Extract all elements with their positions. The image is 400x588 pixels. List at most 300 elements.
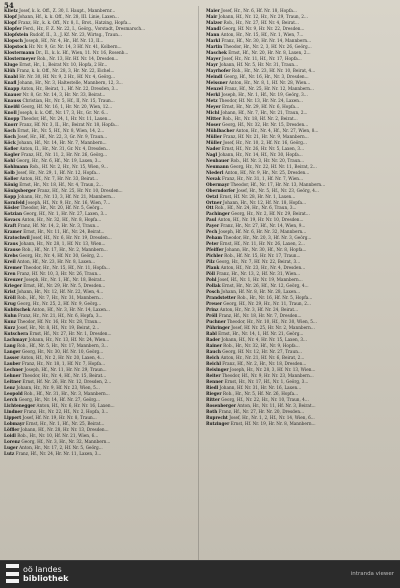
entry-name: Ruprecht — [206, 414, 228, 420]
entry-name: Kolb — [4, 169, 15, 175]
entry-text: Ernst, Hf., Nr. 11, Hr. Nr. 26, Laxen, 2... — [219, 241, 305, 247]
directory-entry — [206, 391, 396, 397]
entry-text: Hr. Nr. 30, Hf. Nr. 9, 2 Hr., Hf. Nr. 4, Geörg... — [19, 73, 115, 79]
entry-text: Josef, Hr., Nr. 8, Hf., Nr. 19, Beirat, 2... — [16, 325, 100, 331]
entry-text: Joseph, Hr., Nr. 1, Hf., Nr. 19, Geörg, 3... — [221, 91, 308, 97]
directory-entry — [206, 50, 396, 56]
entry-text: Anton, Hf., Nr. 9, Hr., Nr. 25, Dresden... — [224, 169, 310, 175]
entry-name: Lachmayr — [4, 337, 28, 343]
directory-entry — [4, 337, 194, 343]
directory-entry — [4, 176, 194, 182]
directory-entry — [206, 62, 396, 68]
directory-entry — [206, 331, 396, 337]
directory-entry — [4, 379, 194, 385]
directory-entry — [4, 20, 194, 26]
entry-name: Rabl — [206, 331, 217, 337]
directory-entry — [4, 397, 194, 403]
directory-entry — [206, 409, 396, 415]
directory-entry — [206, 44, 396, 50]
entry-name: Reisinger — [206, 367, 229, 373]
entry-name: Pollak — [206, 283, 221, 289]
entry-name: Lichtenegger — [4, 402, 36, 408]
entry-text: Rob., Nr. 13, Hr. Hf. Nr. 14, Dresden... — [36, 55, 119, 61]
entry-text: Rob., Hf., Nr. 17, Hr., Nr. 2, Mannbern... — [21, 247, 108, 253]
entry-text: Rob., Hf., Nr. 31, Hr., Nr. 3, Mannbern... — [24, 391, 110, 396]
directory-entry — [206, 146, 396, 152]
directory-entry — [206, 38, 396, 44]
directory-entry — [4, 235, 194, 241]
entry-name: Löffler — [4, 426, 20, 432]
entry-name: Rader — [206, 337, 221, 343]
entry-name: Langer — [4, 349, 21, 355]
entry-text: Franz, Hf., Nr. 18, Hr. Nr. 7, Dresden... — [218, 313, 302, 319]
directory-entry — [206, 20, 396, 26]
entry-text: Anton, Hr., Nr. 4, Hf., Nr. 27, Wien, 8... — [235, 127, 319, 133]
directory-entry — [206, 104, 396, 110]
entry-name: Posch — [206, 289, 220, 295]
entry-name: Kogler — [4, 151, 20, 157]
entry-name: Kösler — [4, 205, 20, 211]
entry-text: Johann, Hr., Nr. 13, Hf. Nr. 24, Wien... — [28, 337, 110, 343]
directory-entry — [4, 68, 194, 74]
directory-entry — [4, 86, 194, 92]
entry-text: Johann, Hf. Nr. 31, Hr. Nr. 16, Laxen... — [219, 385, 302, 391]
directory-entry — [4, 253, 194, 259]
entry-name: Lerch — [4, 396, 18, 402]
entry-name: Lehner — [4, 373, 21, 379]
entry-name: Lechner — [4, 367, 24, 373]
directory-entry — [4, 62, 194, 68]
directory-entry — [4, 38, 194, 44]
directory-entry — [206, 200, 396, 206]
entry-name: Krause — [4, 247, 21, 253]
directory-entry — [206, 337, 396, 343]
entry-name: Michl — [206, 109, 220, 115]
viewer-footer — [0, 560, 400, 588]
entry-text: Georg, Hf. Nr. 12, Hr. Nr. 27, Traun... — [222, 349, 302, 355]
entry-name: Plank — [206, 265, 220, 271]
entry-text: Theodor, Hr., Nr. 10, Hf., Nr. 30, Wien, 5... — [227, 319, 317, 325]
directory-entry — [4, 385, 194, 391]
directory-entry — [206, 86, 396, 92]
entry-name: Preuer — [206, 301, 222, 307]
entry-text: Josef, Hf. Nr. 25, Hr. Nr. 2, Mannbern... — [231, 325, 315, 331]
entry-name: Ortner — [206, 199, 222, 205]
entry-name: Pühringer — [206, 325, 230, 331]
entry-text: Josef, Hr., Nr. 1, 2, Hf., Nr. 14, Wien, 6... — [229, 414, 315, 420]
directory-entry — [206, 158, 396, 164]
entry-name: Klopf — [4, 19, 17, 25]
directory-entry — [206, 277, 396, 283]
entry-name: König — [4, 181, 18, 187]
entry-name: Kren — [4, 271, 16, 277]
directory-entry — [4, 80, 194, 86]
text-column-right — [206, 8, 396, 560]
entry-text: Josef, Hr., Nr. 11, Hf., Nr. 17, Hopfa... — [222, 55, 302, 61]
directory-entry — [4, 44, 194, 50]
entry-text: Ernst, Hf., Nr. 29, Hr. Nr. 5, Dresden... — [23, 283, 106, 289]
entry-name: Rutzinger — [206, 420, 230, 426]
logo-mark-icon — [6, 564, 19, 583]
entry-name: Kovacs — [4, 217, 21, 223]
entry-name: Mann — [206, 31, 220, 37]
directory-entry — [4, 146, 194, 152]
entry-text: Franz, Hr., Nr. 22, Hf., Nr. 2, Hopfa, 3... — [23, 408, 109, 414]
directory-entry — [206, 217, 396, 223]
entry-name: Kreuzer — [4, 277, 23, 283]
entry-name: Mandl — [206, 25, 221, 31]
directory-entry — [4, 92, 194, 98]
entry-text: Anton, Hr., Nr. 21, Hf. Nr. 6, Beirat, 2... — [220, 355, 305, 361]
directory-entry — [206, 74, 396, 80]
entry-text: Johann, Hr., Nr. 12, Hf. Nr. 22, Wien, 4... — [17, 289, 104, 295]
entry-text: Dr., II., k. k. Hf., Wien, 11. Nr. 16, Rosenb... — [35, 49, 129, 55]
directory-entry — [206, 421, 396, 427]
entry-text: Georg, Hr., Nr. 30, Hf. Nr. 10, Geörg... — [21, 349, 104, 355]
logo-line-1: oö landes — [23, 564, 62, 574]
directory-entry — [4, 403, 194, 409]
library-logo[interactable] — [6, 564, 68, 583]
entry-text: Rob., Hr., Nr. 16, Hf. Nr. 5, Hopfa... — [237, 295, 313, 301]
entry-text: Ferd., Hr., F. Z. Nr. 22, I., Geörg., Vorstadt, Dresmarsch... — [22, 25, 146, 31]
viewer-credit[interactable]: intranda viewer — [350, 571, 394, 577]
directory-entry — [4, 271, 194, 277]
directory-entry — [206, 205, 396, 211]
entry-name: Kornfeld — [4, 199, 25, 205]
entry-text: Josef, k. k. Off., Z. 30, I. Haupt., Mannbernr... — [19, 8, 116, 13]
entry-text: Georg, Hr., Nr. 4, Hf. Nr. 30, Geörg, 2... — [19, 253, 104, 259]
entry-name: Markl — [206, 37, 221, 43]
entry-name: Knapp — [4, 85, 20, 91]
entry-name: Klopfstein — [4, 31, 29, 37]
entry-name: Riedl — [206, 385, 219, 391]
directory-entry — [206, 355, 396, 361]
directory-entry — [206, 26, 396, 32]
entry-name: Rieger — [206, 391, 222, 396]
directory-entry — [206, 122, 396, 128]
entry-text: Anton, Hf., Nr. 2, Hr. Nr. 20, Laxen, 4... — [20, 355, 104, 361]
entry-text: Franz, Hr., Nr. 21, Hf., Nr. 6, Hopfa, 3... — [18, 313, 103, 319]
entry-name: Martin — [206, 43, 223, 49]
directory-entry — [4, 194, 194, 200]
entry-text: Rob., Hf. Nr. 3, Hr. Nr. 20, Traun... — [230, 157, 305, 163]
entry-name: Ritter — [206, 396, 220, 402]
entry-text: Franz, Hr., Nr. 27, Hf., Nr. 14, Wien, 9... — [220, 223, 306, 229]
entry-text: Anton, II., Hr., Nr. 31, Gr. Nr. 4, Dresden... — [19, 145, 110, 151]
entry-name: Kopp — [4, 193, 17, 199]
entry-name: Menzel — [206, 85, 223, 91]
directory-entry — [206, 283, 396, 289]
entry-text: Anton, Hr., Nr. 8, 1, Hf. Nr. 28, Wien... — [228, 79, 311, 85]
entry-text: Josef, Hr., Nr. 29, 1, Hf. Nr. 12, Hopfa... — [16, 169, 100, 175]
directory-entry — [4, 134, 194, 140]
directory-entry — [206, 116, 396, 122]
entry-text: Joseph, k. k. Off., Nr. 17, 3, Hr., Gr. Nr. 6... — [18, 109, 108, 115]
entry-text: Ernst, Hr., Nr. 14, 1, Hf. Nr. 21, Geörg... — [218, 331, 304, 337]
directory-entry — [206, 223, 396, 229]
entry-name: Klopf — [4, 13, 17, 19]
directory-entry — [4, 229, 194, 235]
entry-text: Theodor, Hr., Nr. 20, Hf. Nr. 5, Geörg... — [20, 205, 104, 211]
directory-entry — [206, 265, 396, 271]
entry-name: Maschek — [206, 49, 227, 55]
directory-entry — [206, 164, 396, 170]
entry-name: Koch — [4, 133, 16, 139]
entry-name: Rainer — [206, 343, 222, 349]
entry-name: Kramer — [4, 229, 22, 235]
directory-entry — [206, 110, 396, 116]
directory-entry — [206, 140, 396, 146]
page-number: 54 — [4, 1, 14, 10]
entry-text: Franz, Hf. Nr. 21, Hr. Nr. 9, Mannbern... — [223, 133, 309, 139]
directory-entry — [4, 110, 194, 116]
entry-name: Pichler — [206, 253, 223, 259]
entry-text: Christian, Hr., Nr. 5, Hf., II, Nr. 15, Traun... — [22, 97, 115, 103]
entry-name: Kratochwil — [4, 235, 30, 241]
entry-text: Georg, Hf., Nr. 29, Hr., Nr. 11, Traun, 2... — [223, 301, 311, 307]
directory-entry — [206, 259, 396, 265]
entry-text: Franz, Hf., Nr. 2, Hr., Nr. 18, Dresden... — [222, 361, 307, 367]
entry-name: Metz — [206, 97, 218, 103]
directory-entry — [4, 205, 194, 211]
directory-entry — [4, 200, 194, 206]
entry-name: Lorenz — [4, 438, 21, 444]
directory-entry — [4, 50, 194, 56]
entry-name: Reich — [206, 355, 220, 361]
entry-name: Klostermeyer — [4, 55, 36, 61]
entry-text: Theodor, Hf., Nr. 9, Hr. Nr. 23, Mannbern... — [221, 373, 314, 379]
directory-entry — [4, 439, 194, 445]
entry-text: Anton, Hr., Nr. 3, Hf. Nr. 24, Beirat... — [219, 307, 299, 313]
entry-text: Georg, Hf., Nr. 1, Hr. Nr. 27, Laxen, 3... — [23, 211, 108, 217]
directory-entry — [206, 194, 396, 200]
entry-name: Nagl — [206, 151, 218, 157]
entry-name: Kröll — [4, 295, 16, 301]
entry-name: Malzer — [206, 19, 223, 25]
directory-entry — [206, 68, 396, 74]
entry-name: Mair — [206, 13, 218, 19]
directory-entry — [4, 433, 194, 439]
directory-entry — [4, 289, 194, 295]
directory-entry — [4, 421, 194, 427]
directory-entry — [4, 32, 194, 38]
entry-text: Georg, Hr., Nr. 6, Hf., Nr. 19, Laxen, 3... — [16, 157, 102, 163]
entry-name: Pilz — [206, 259, 215, 265]
directory-entry — [206, 367, 396, 373]
directory-entry — [4, 164, 194, 170]
entry-name: Lasser — [4, 355, 20, 361]
directory-entry — [4, 98, 194, 104]
directory-entry — [206, 343, 396, 349]
entry-text: Josef, Hf., Nr. 6, Hr. Nr. 19, Dresden... — [31, 235, 112, 241]
directory-entry — [4, 283, 194, 289]
directory-entry — [4, 361, 194, 367]
entry-text: Anton, Hf., Nr. 23, Hr. Nr. 8, Laxen... — [17, 259, 96, 265]
entry-text: Anton, Hf., Nr. 23, Hr., Nr. 4, Dresden... — [220, 265, 306, 271]
entry-name: Mayr — [206, 61, 218, 67]
directory-entry — [4, 188, 194, 194]
entry-name: Rauch — [206, 349, 221, 355]
entry-text: Ernst, Hr., I., Beirat Nr. 10, Hopfa, 2 Hr... — [19, 61, 108, 67]
entry-name: Meindl — [206, 73, 223, 79]
directory-entry — [206, 176, 396, 182]
entry-text: Ernst, Hr., Nr. 5, Hf., Nr. 8, Wien, 14, 2... — [17, 127, 105, 133]
entry-text: Anton, Hr., Nr. 11, Hf. Nr. 3, Beirat... — [237, 402, 316, 408]
entry-text: Rob., Hf. Nr. 15, Hr. Nr. 17, Traun... — [224, 253, 301, 259]
directory-entry — [4, 241, 194, 247]
entry-text: Josef, Hr., Nr. 6, Hf. Nr. 18, Hopfa... — [221, 8, 297, 13]
entry-text: Franz, Hf., Nr. 30, Hr. Nr. 14, Mannbern... — [221, 37, 312, 43]
entry-name: Pohl — [206, 277, 217, 283]
entry-text: Franz, Hr., Nr. 31, 1, Hf. Nr. 7, Wien... — [222, 175, 304, 181]
entry-text: Johann, Hr., Nr. 14, Hf., Nr. 30, Hopfa... — [218, 151, 303, 157]
entry-text: Georg, Hf., Nr. 16, Hr., Nr. 3, Dresden... — [223, 73, 309, 79]
directory-entry — [206, 307, 396, 313]
entry-name: Kohl — [4, 157, 15, 163]
entry-name: Lauber — [4, 361, 21, 367]
directory-entry — [4, 26, 194, 32]
entry-text: Joseph, Hf. Nr. 6, Hr. Nr. 32, Mannbern... — [218, 229, 307, 235]
directory-entry — [4, 8, 194, 14]
entry-name: Kluge — [4, 61, 18, 67]
directory-entry — [206, 56, 396, 62]
entry-name: Klopsch — [4, 37, 23, 43]
directory-entry — [4, 301, 194, 307]
directory-entry — [4, 343, 194, 349]
column-divider — [198, 6, 199, 560]
entry-text: Franz, Hf. Nr. 14, 2, Hr. Nr. 3, Traun... — [17, 223, 100, 229]
entry-text: Johann, Hr., Nr. 28, 1, Hf. Nr. 13, Wien... — [19, 241, 106, 247]
entry-text: Josef, Hf., Nr. 1, Hr. Nr. 19, Mannbern... — [217, 277, 303, 283]
entry-name: Mayer — [206, 55, 221, 61]
directory-entry — [4, 74, 194, 80]
directory-entry — [206, 32, 396, 38]
entry-text: Georg, Hr., Nr. 7, Hf. Nr. 22, Beirat, 3... — [216, 259, 301, 265]
entry-text: Georg, Hf., Nr. 22, Hr., Nr. 10, Traun, 4... — [221, 396, 309, 402]
entry-text: Franz, Hf., Nr. 11, 2, Hr. Nr. 26, Geörg... — [21, 151, 108, 157]
entry-name: Kreil — [4, 259, 16, 265]
directory-entry — [206, 319, 396, 325]
directory-entry — [4, 277, 194, 283]
directory-entry — [4, 391, 194, 397]
entry-name: Moser — [206, 121, 221, 127]
entry-text: Johann, Hf., Nr. 14, Hr. Nr. 7, Mannbern... — [17, 139, 107, 145]
entry-text: Anton, Hf., Nr. 7, Hr. Nr. 33, Beirat... — [19, 175, 99, 181]
entry-text: Ernst, Hr., Nr. 11, Hf., Nr. 24, Beirat... — [23, 229, 105, 235]
entry-name: Kohlmann — [4, 163, 29, 169]
directory-entry — [206, 397, 396, 403]
entry-name: Knauss — [4, 97, 22, 103]
directory-entry — [4, 104, 194, 110]
directory-entry — [4, 313, 194, 319]
directory-entry — [206, 247, 396, 253]
directory-entry — [4, 211, 194, 217]
entry-name: Klopstock — [4, 43, 28, 49]
entry-name: Pöll — [206, 271, 216, 277]
entry-text: Johann, Hr., Nr. 12, Hf. Nr. 18, Hopfa... — [223, 199, 307, 205]
entry-text: Josef, Hr., Nr. 10, 2, Hf. Nr. 16, Geörg... — [223, 139, 307, 145]
entry-name: Knorr — [4, 121, 18, 127]
entry-name: Peham — [206, 235, 222, 241]
entry-text: Franz, k. k. Off., Nr. 28, 3, Hr. Nr. 22, Eichel... — [16, 67, 115, 73]
directory-entry — [206, 301, 396, 307]
entry-name: Renner — [206, 379, 224, 385]
entry-text: Theodor, Hf., Nr. 24, 1, Hr. Nr. 11, Laxen... — [20, 115, 112, 121]
entry-name: Kuhn — [4, 313, 17, 319]
entry-name: Krug — [4, 301, 16, 307]
directory-entry — [206, 379, 396, 385]
entry-text: Rudolf, II., 3., J. Kf. Nr. 23, Wirtsg., Traun... — [29, 31, 122, 37]
entry-name: Reichl — [206, 361, 221, 367]
entry-name: Novak — [206, 175, 221, 181]
entry-text: Rob., Hf., Nr. 7, Hr., Nr. 31, Mannbern... — [17, 295, 103, 301]
directory-entry — [4, 158, 194, 164]
entry-name: Kraft — [4, 223, 17, 229]
entry-name: Pachinger — [206, 211, 230, 217]
entry-text: Hr. Nr. 9, Gr. Nr. 14, 3 Hf. Nr. 41, Kolbern... — [28, 43, 122, 49]
entry-text: Josef, Hr., Hf., Nr. 22, 3, Gr. Nr. 9, Traun... — [17, 133, 108, 139]
entry-text: Johann, Hr., Nr. 3, Haltestelle, Mannbern, 12, 3... — [17, 79, 123, 85]
entry-name: Mitter — [206, 115, 221, 121]
entry-text: Johann, Hf., Nr. 4, Hr. Nr. 15, Laxen, 3... — [221, 337, 307, 343]
entry-text: Anton, Hr., Beirat, 1., Hf. Nr. 22, Dresden, 3... — [20, 85, 119, 91]
entry-text: Georg, Hr., Nr. 14, Hf. Nr. 27, Geörg... — [18, 396, 101, 402]
entry-name: Kremer — [4, 265, 22, 271]
entry-text: Johann, Hf., Nr. 7, Hr., Nr. 21, Traun, 2... — [220, 109, 308, 115]
directory-entry — [206, 361, 396, 367]
entry-name: Merkl — [206, 91, 220, 97]
entry-name: Lutz — [4, 450, 15, 456]
directory-entry — [4, 122, 194, 128]
entry-text: Ernst, Hf., Nr. 26, Hr. Nr. 5, Laxen, 3... — [221, 145, 305, 151]
entry-name: Roth — [206, 408, 218, 414]
entry-name: Klopfer — [4, 25, 22, 31]
entry-name: Klostermann — [4, 49, 35, 55]
entry-text: Ernst, Hr., Nr. 29, Hf. Nr. 6, Hopfa... — [221, 103, 300, 109]
entry-text: Theodor, Hf. Nr. 16, Hr. Nr. 28, Traun... — [17, 319, 102, 325]
entry-name: Köck — [4, 139, 16, 145]
entry-text: Franz, Hr., Nr. 13, 2, Hf. Nr. 31, Wien... — [216, 271, 301, 277]
entry-name: Pfeiffer — [206, 247, 224, 253]
entry-text: Johann, Hr., Nr. 13, 3, Hf. Nr. 21, Mannbern... — [17, 193, 115, 199]
entry-text: Ernst, Hf. Nr. 19, Hr. Nr. 8, Mannbern... — [230, 420, 316, 426]
entry-text: Georg, Hf. Nr. 16, 1, Hr. Nr. 20, Wien, 12... — [21, 103, 113, 109]
entry-name: Koller — [4, 175, 19, 181]
entry-name: Koch — [4, 127, 16, 133]
entry-text: Rob., Hf. Nr. 2, Hr., Nr. 15, Wien, 9... — [29, 163, 108, 169]
directory-entry — [4, 427, 194, 433]
entry-name: Puchner — [206, 319, 226, 325]
entry-text: Johann, Hf. Nr. 5, Hr. Nr. 31, Traun... — [219, 61, 299, 67]
directory-entry — [4, 265, 194, 271]
directory-entry — [206, 349, 396, 355]
entry-text: Josef, Hr., Nr. 5, Hf., Nr. 23, Geörg, 4... — [236, 187, 319, 193]
entry-text: Joseph, Hr., Nr. 1, Hf., Nr. 18, Beirat... — [24, 277, 106, 283]
entry-name: Knafl — [4, 79, 17, 85]
entry-text: Anton, Hf., Nr. 3, Hr. Nr. 14, Laxen... — [31, 307, 110, 313]
entry-text: Joseph, Hf., Nr. 4, Hr., Hf. Nr. 13, II... — [24, 37, 104, 43]
directory-entry — [4, 295, 194, 301]
directory-entry — [4, 116, 194, 122]
entry-text: Ernst, Hf., Nr. 27, Hr. Nr. 1, Dresden... — [29, 331, 112, 337]
directory-entry — [206, 241, 396, 247]
directory-entry — [206, 385, 396, 391]
entry-text: Johann, Hf., k. k. Off., Nr. 28, III. Linie, Laxen... — [18, 13, 119, 19]
entry-name: Müller — [206, 133, 222, 139]
entry-text: Theodor, Hf., Nr. 17, Hr. Nr. 13, Mannbern... — [230, 181, 326, 187]
entry-text: Georg, Hf., Nr. 3, Hr., Nr. 32, Mannbern... — [21, 438, 111, 444]
directory-entry — [206, 229, 396, 235]
